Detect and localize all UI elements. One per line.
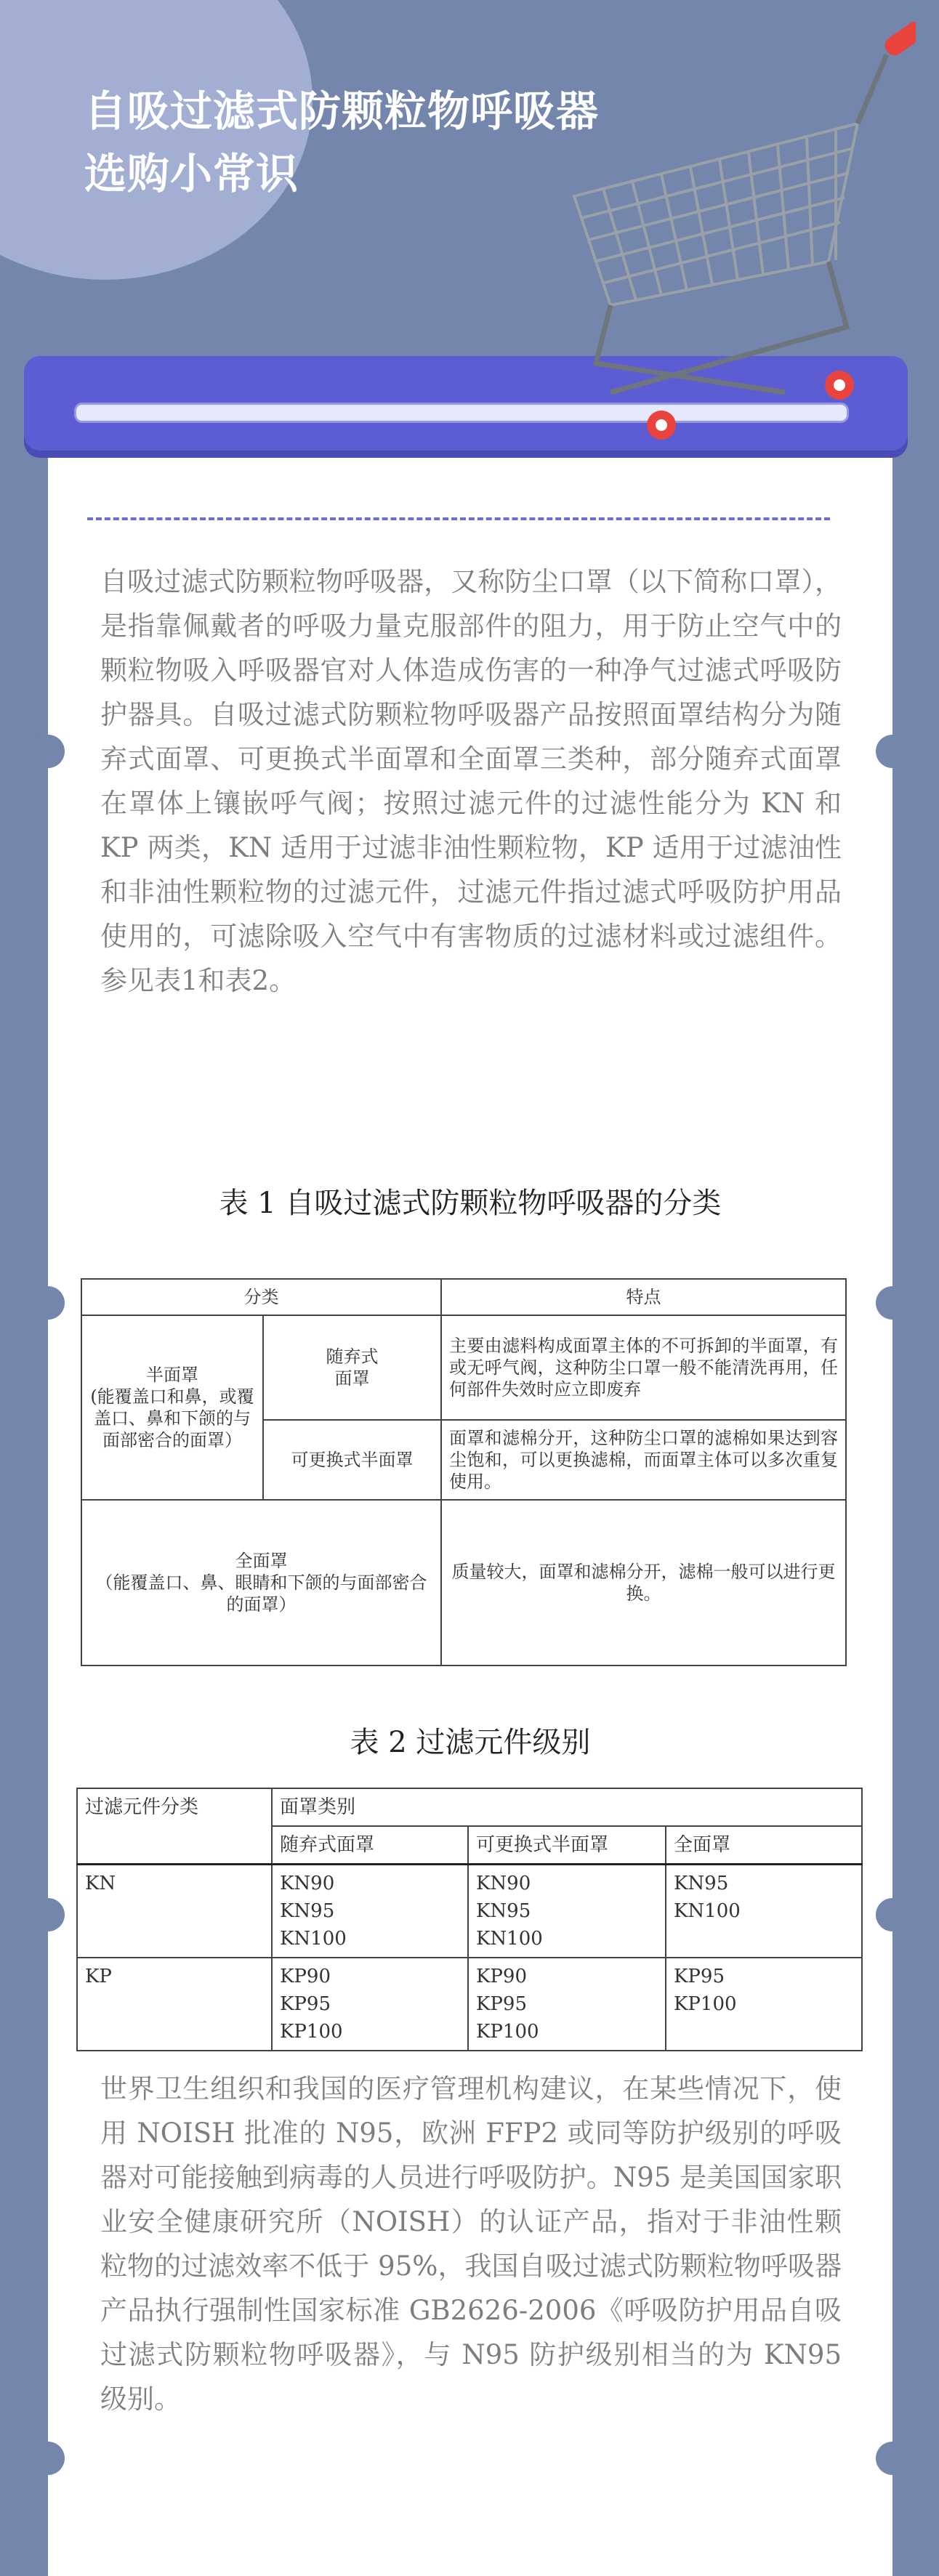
table2-header-mask-type: 面罩类别 xyxy=(272,1788,862,1826)
classification-table xyxy=(81,1278,847,1666)
closing-paragraph: 世界卫生组织和我国的医疗管理机构建议，在某些情况下，使用 NOISH 批准的 N95，欧洲 FFP2 或同等防护级别的呼吸器对可能接触到病毒的人员进行呼吸防护。N95 是美国国家职业安全健康研究所（NOISH）的认证产品，指对于非油性颗粒物的过滤效率不低于 95%，我国自吸过滤式防颗粒物呼吸器产品执行强制性国家标准 GB2626-2006《呼吸防护用品自吸过滤式防颗粒物呼吸器》，与 N95 防护级别相当的为 KN95 级别。 xyxy=(100,2073,842,2415)
filter-type-cell: KP xyxy=(77,1958,272,2051)
disposable-mask-description: 主要由滤料构成面罩主体的不可拆卸的半面罩，有或无呼气阀，这种防尘口罩一般不能清洗再用，任何部件失效时应立即废弃 xyxy=(441,1315,846,1420)
table1-header-feature: 特点 xyxy=(441,1279,846,1315)
card-notch xyxy=(876,2442,909,2475)
replaceable-mask-cell: 可更换式半面罩 xyxy=(263,1420,441,1500)
shopping-cart-icon xyxy=(552,15,916,451)
full-mask-description: 质量较大，面罩和滤棉分开，滤棉一般可以进行更换。 xyxy=(441,1500,846,1665)
half-mask-cell: 半面罩 (能覆盖口和鼻，或覆盖口、鼻和下颌的与面部密合的面罩） xyxy=(81,1315,263,1500)
card-notch xyxy=(876,735,909,768)
card-notch xyxy=(31,735,65,768)
table2-header-filter: 过滤元件分类 xyxy=(77,1788,272,1865)
grade-cell: KP90 KP95 KP100 xyxy=(272,1958,468,2051)
grade-cell: KN95 KN100 xyxy=(666,1865,862,1958)
table2-col-full: 全面罩 xyxy=(666,1826,862,1865)
card-notch xyxy=(876,1898,909,1931)
card-notch xyxy=(876,1286,909,1320)
page-title xyxy=(84,80,599,205)
table2-caption: 表 2 过滤元件级别 xyxy=(350,1726,591,1759)
table1-header-category: 分类 xyxy=(81,1279,441,1315)
intro-paragraph: 自吸过滤式防颗粒物呼吸器，又称防尘口罩（以下简称口罩），是指靠佩戴者的呼吸力量克服部件的阻力，用于防止空气中的颗粒物吸入呼吸器官对人体造成伤害的一种净气过滤式呼吸防护器具。自吸过滤式防颗粒物呼吸器产品按照面罩结构分为随弃式面罩、可更换式半面罩和全面罩三类种，部分随弃式面罩在罩体上镶嵌呼气阀；按照过滤元件的过滤性能分为 KN 和 KP 两类，KN 适用于过滤非油性颗粒物，KP 适用于过滤油性和非油性颗粒物的过滤元件，过滤元件指过滤式呼吸防护用品使用的，可滤除吸入空气中有害物质的过滤材料或过滤组件。参见表1和表2。 xyxy=(100,566,842,996)
disposable-mask-cell: 随弃式 面罩 xyxy=(263,1315,441,1420)
table1-caption: 表 1 自吸过滤式防颗粒物呼吸器的分类 xyxy=(219,1187,722,1220)
table2-col-replaceable: 可更换式半面罩 xyxy=(468,1826,666,1865)
dashed-divider xyxy=(87,517,830,520)
title-line-1: 自吸过滤式防颗粒物呼吸器 xyxy=(84,86,600,136)
replaceable-mask-description: 面罩和滤棉分开，这种防尘口罩的滤棉如果达到容尘饱和，可以更换滤棉，而面罩主体可以多次重复使用。 xyxy=(441,1420,846,1500)
full-mask-cell: 全面罩 （能覆盖口、鼻、眼睛和下颌的与面部密合的面罩） xyxy=(81,1500,441,1665)
card-notch xyxy=(31,2442,65,2475)
table-row xyxy=(77,1865,862,1958)
grade-cell: KP90 KP95 KP100 xyxy=(468,1958,666,2051)
card-notch xyxy=(31,1286,65,1320)
grade-cell: KN90 KN95 KN100 xyxy=(468,1865,666,1958)
table2-col-disposable: 随弃式面罩 xyxy=(272,1826,468,1865)
card-notch xyxy=(31,1898,65,1931)
filter-type-cell: KN xyxy=(77,1865,272,1958)
filter-grade-table xyxy=(76,1788,863,2051)
grade-cell: KN90 KN95 KN100 xyxy=(272,1865,468,1958)
title-line-2: 选购小常识 xyxy=(84,149,299,198)
grade-cell: KP95 KP100 xyxy=(666,1958,862,2051)
table-row xyxy=(77,1958,862,2051)
